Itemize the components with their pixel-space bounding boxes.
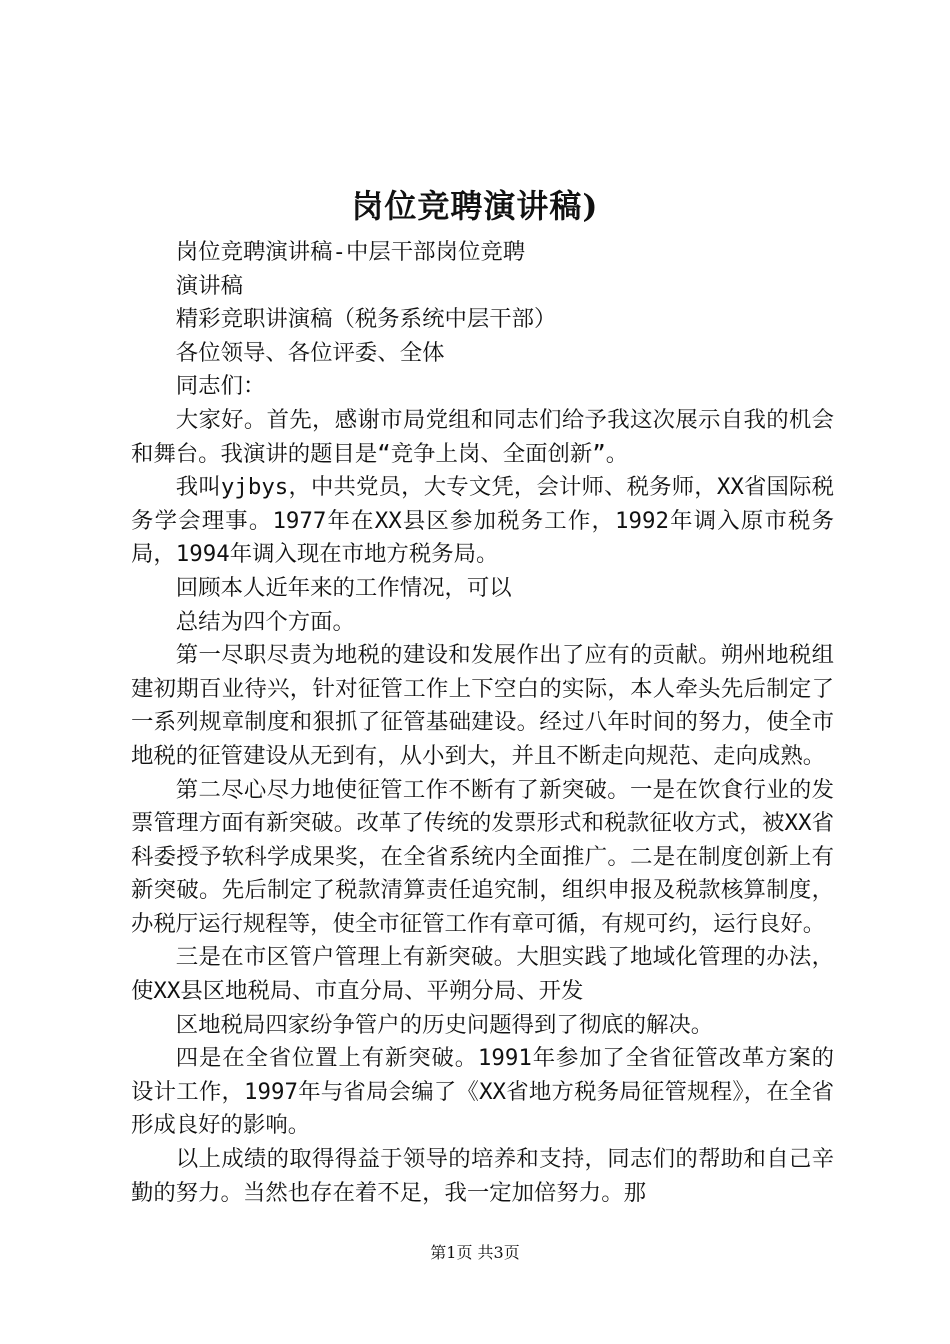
paragraph: 同志们： bbox=[175, 373, 266, 400]
paragraph: 大家好。首先，感谢市局党组和同志们给予我这次展示自我的机会和舞台。我演讲的题目是“竞争上岗、全面创新”。 bbox=[131, 406, 834, 467]
document-body bbox=[131, 236, 834, 1210]
paragraph: 回顾本人近年来的工作情况，可以 bbox=[175, 574, 512, 601]
paragraph: 三是在市区管户管理上有新突破。大胆实践了地域化管理的办法，使XX县区地税局、市直分局、平朔分局、开发 bbox=[131, 944, 834, 1005]
paragraph: 演讲稿 bbox=[175, 272, 243, 299]
paragraph: 第二尽心尽力地使征管工作不断有了新突破。一是在饮食行业的发票管理方面有新突破。改革了传统的发票形式和税款征收方式，被XX省科委授予软科学成果奖，在全省系统内全面推广。二是在制度创新上有新突破。先后制定了税款清算责任追究制，组织申报及税款核算制度，办税厅运行规程等，使全市征管工作有章可循，有规可约，运行良好。 bbox=[131, 776, 834, 937]
paragraph: 以上成绩的取得得益于领导的培养和支持，同志们的帮助和自己辛勤的努力。当然也存在着不足，我一定加倍努力。那 bbox=[131, 1146, 834, 1206]
paragraph: 岗位竞聘演讲稿-中层干部岗位竞聘 bbox=[175, 239, 526, 265]
paragraph: 总结为四个方面。 bbox=[175, 608, 355, 635]
page-number-footer: 第1页 共3页 bbox=[430, 1243, 520, 1262]
paragraph: 我叫yjbys，中共党员，大专文凭，会计师、税务师，XX省国际税务学会理事。1977年在XX县区参加税务工作，1992年调入原市税务局，1994年调入现在市地方税务局。 bbox=[131, 474, 834, 568]
paragraph: 区地税局四家纷争管户的历史问题得到了彻底的解决。 bbox=[175, 1011, 714, 1038]
paragraph: 第一尽职尽责为地税的建设和发展作出了应有的贡献。朔州地税组建初期百业待兴，针对征管工作上下空白的实际，本人牵头先后制定了一系列规章制度和狠抓了征管基础建设。经过八年时间的努力，使全市地税的征管建设从无到有，从小到大，并且不断走向规范、走向成熟。 bbox=[131, 642, 834, 769]
paragraph: 精彩竞职讲演稿（税务系统中层干部） bbox=[175, 306, 557, 333]
paragraph: 各位领导、各位评委、全体 bbox=[175, 339, 445, 366]
document-title: 岗位竞聘演讲稿) bbox=[351, 187, 599, 225]
paragraph: 四是在全省位置上有新突破。1991年参加了全省征管改革方案的设计工作，1997年与省局会编了《XX省地方税务局征管规程》，在全省形成良好的影响。 bbox=[131, 1045, 834, 1139]
